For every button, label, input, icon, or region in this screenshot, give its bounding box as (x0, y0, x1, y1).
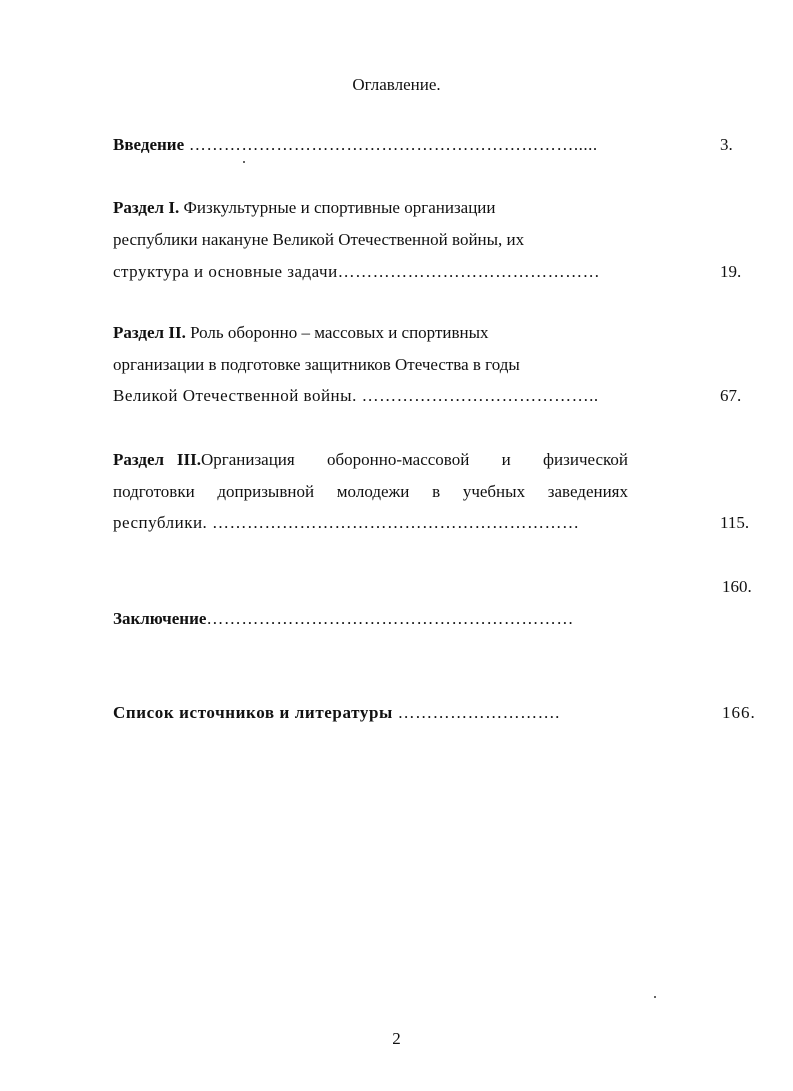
entry-page-number: 19. (720, 262, 742, 281)
entry-heading: Раздел II. (113, 323, 186, 342)
entry-page-number: 3. (720, 135, 733, 154)
entry-heading-group (113, 450, 295, 470)
toc-title: Оглавление. (352, 75, 441, 94)
toc-entry-section-1 (113, 198, 496, 218)
entry-heading: Раздел I. (113, 198, 180, 217)
entry-heading: Список источников и литературы (113, 703, 393, 722)
entry-text-line: Роль оборонно – массовых и спортивных (185, 323, 489, 342)
entry-text-line: организации в подготовке защитников Отечества в годы (113, 355, 520, 374)
entry-word: оборонно-массовой (327, 450, 470, 469)
toc-entry-section-2 (113, 323, 489, 343)
entry-leader-dots: ……………………………………………………… (206, 609, 574, 628)
entry-heading: Введение (113, 135, 185, 154)
entry-word: в (432, 482, 441, 501)
entry-word: заведениях (547, 482, 628, 501)
entry-text-line (113, 482, 628, 502)
scan-speck (243, 161, 245, 163)
entry-word: учебных (462, 482, 526, 501)
toc-entry-introduction (113, 135, 598, 155)
scan-speck (654, 996, 656, 998)
page-number: 2 (392, 1029, 401, 1048)
entry-leader-dots: ………………………. (392, 703, 560, 722)
entry-text-line: структура и основные задачи……………………………………… (113, 262, 601, 281)
entry-page-number: 160. (722, 577, 752, 596)
entry-text-line: Физкультурные и спортивные организации (179, 198, 496, 217)
entry-page-number: 115. (720, 513, 750, 532)
entry-text-line: республики. ……………………………………………………… (113, 513, 580, 532)
entry-word: допризывной (217, 482, 315, 501)
entry-text-line: Великой Отечественной войны. ………………………………….. (113, 386, 599, 405)
entry-word: Организация (200, 450, 295, 469)
entry-word: физической (543, 450, 628, 469)
entry-page-number: 166. (722, 703, 756, 722)
entry-text-line: республики накануне Великой Отечественной войны, их (113, 230, 525, 249)
entry-heading: Заключение (113, 609, 207, 628)
toc-entry-conclusion (113, 609, 574, 629)
entry-word: молодежи (336, 482, 410, 501)
entry-heading-word: III. (176, 450, 201, 469)
entry-heading-word: Раздел (113, 450, 165, 469)
toc-entry-bibliography (113, 703, 560, 723)
entry-word: и (501, 450, 511, 469)
entry-leader-dots: …………………………………………………………..... (184, 135, 598, 154)
entry-page-number: 67. (720, 386, 742, 405)
toc-entry-section-3 (113, 450, 628, 470)
entry-word: подготовки (113, 482, 195, 501)
